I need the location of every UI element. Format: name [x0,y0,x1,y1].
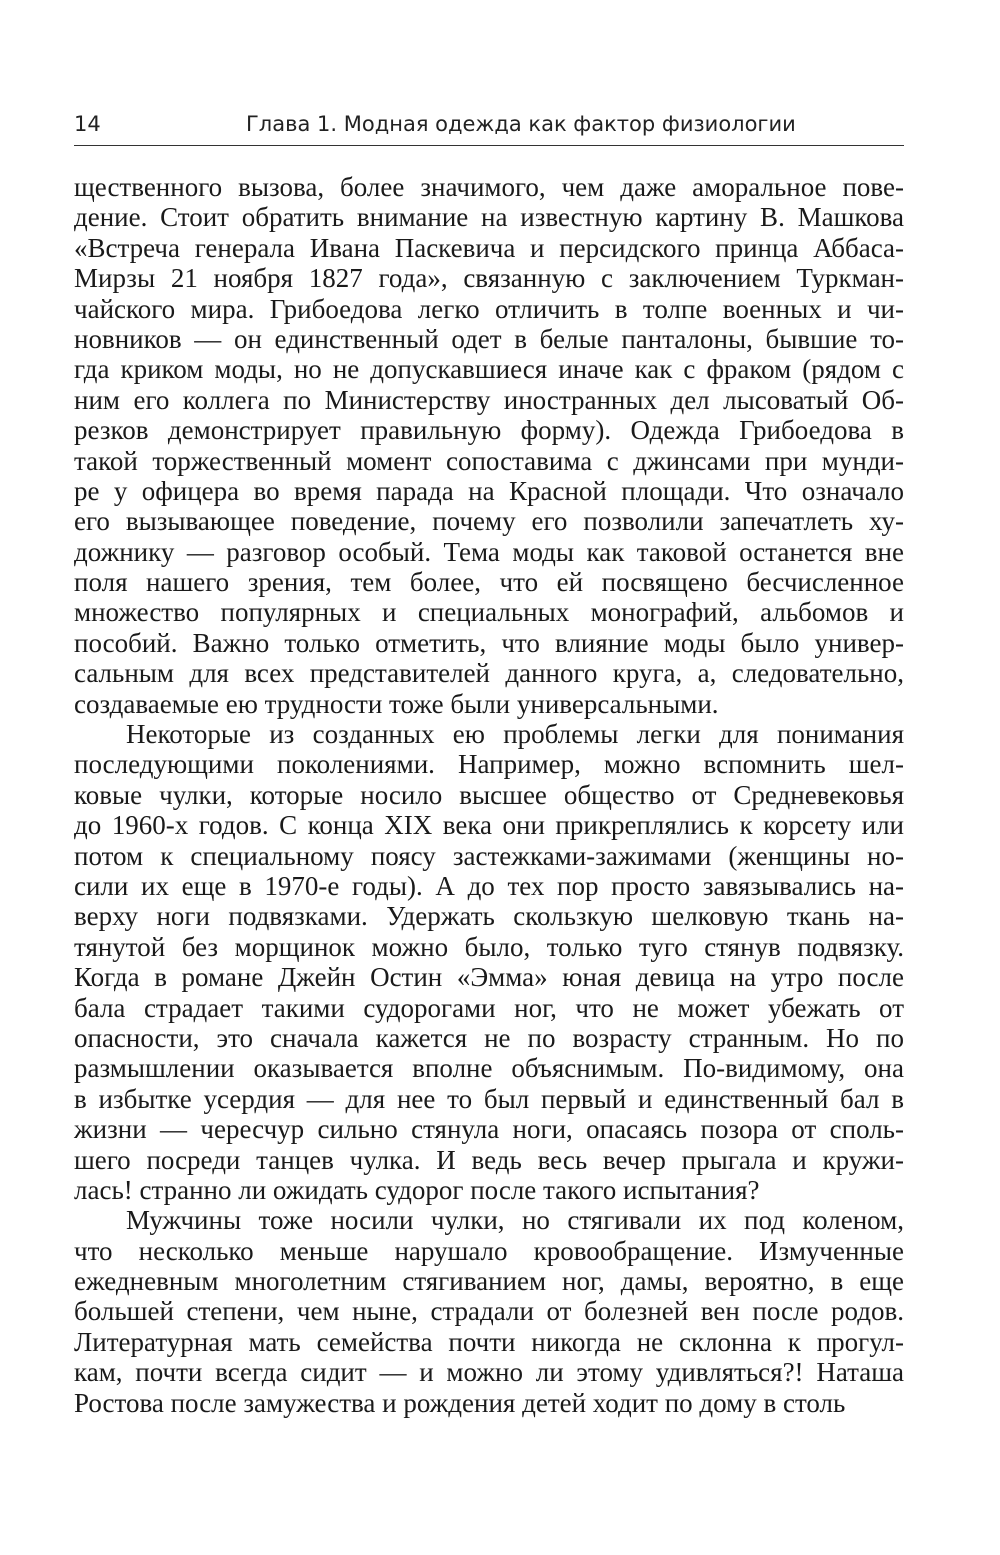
text-line: лась! странно ли ожидать судорог после такого испытания? [74,1174,760,1205]
text-line: большей степени, чем ныне, страдали от болезней вен после родов. [74,1296,904,1327]
text-line: Ростова после замужества и рождения детей ходит по дому в столь [74,1387,846,1418]
text-line: в избытке усердия — для нее то был первый и единственный бал в [74,1083,904,1114]
paragraph [74,172,904,719]
text-line: Мужчины тоже носили чулки, но стягивали их под коленом, [126,1205,904,1236]
text-line: дожнику — разговор особый. Тема моды как таковой останется вне [74,536,904,567]
text-line: размышлении оказывается вполне объяснимым. По-видимому, она [74,1053,904,1084]
chapter-running-title: Глава 1. Модная одежда как фактор физиологии [246,112,796,136]
text-line: ним его коллега по Министерству иностранных дел лысоватый Об- [74,384,904,415]
text-line: потом к специальному поясу застежками-зажимами (женщины но- [74,840,904,871]
text-line: шего посреди танцев чулка. И ведь весь вечер прыгала и кружи- [74,1144,904,1175]
header-rule [74,145,904,146]
text-line: ежедневным многолетним стягиванием ног, дамы, вероятно, в еще [74,1266,904,1297]
paragraph [74,719,904,1205]
text-line: Литературная мать семейства почти никогда не склонна к прогул- [74,1326,904,1357]
text-line: чайского мира. Грибоедова легко отличить в толпе военных и чи- [74,293,904,324]
text-line: тянутой без морщинок можно было, только туго стянув подвязку. [74,931,904,962]
text-line: сили их еще в 1970-е годы). А до тех пор просто завязывались на- [74,870,904,901]
text-line: верху ноги подвязками. Удержать скользкую шелковую ткань на- [74,901,904,932]
running-header [74,106,904,140]
text-line: Когда в романе Джейн Остин «Эмма» юная девица на утро после [74,962,904,993]
text-line: Некоторые из созданных ею проблемы легки для понимания [126,719,904,750]
text-line: поля нашего зрения, тем более, что ей посвящено бесчисленное [74,567,904,598]
text-line: последующими поколениями. Например, можно вспомнить шел- [74,749,904,780]
body-text [74,172,904,1418]
text-line: ковые чулки, которые носило высшее общество от Средневековья [74,779,904,810]
page-number: 14 [74,112,101,136]
text-line: новников — он единственный одет в белые панталоны, бывшие то- [74,323,904,354]
text-line: гда криком моды, но не допускавшиеся иначе как с фраком (рядом с [74,354,904,385]
text-line: кам, почти всегда сидит — и можно ли этому удивляться?! Наташа [74,1357,904,1388]
text-line: опасности, это сначала кажется не по возрасту странным. Но по [74,1022,904,1053]
text-line: сальным для всех представителей данного круга, а, следовательно, [74,658,904,689]
text-line: жизни — чересчур сильно стянула ноги, опасаясь позора от споль- [74,1114,904,1145]
text-line: ре у офицера во время парада на Красной площади. Что означало [74,475,904,506]
text-line: такой торжественный момент сопоставима с джинсами при мунди- [74,445,904,476]
text-line: до 1960-х годов. С конца XIX века они прикреплялись к корсету или [74,810,904,841]
text-line: резков демонстрирует правильную форму). Одежда Грибоедова в [74,415,904,446]
text-line: пособий. Важно только отметить, что влияние моды было универ- [74,627,904,658]
text-line: создаваемые ею трудности тоже были универсальными. [74,688,719,719]
text-line: бала страдает такими судорогами ног, что не может убежать от [74,992,904,1023]
text-line: его вызывающее поведение, почему его позволили запечатлеть ху- [74,506,904,537]
paragraph [74,1205,904,1418]
text-line: множество популярных и специальных монографий, альбомов и [74,597,904,628]
text-line: «Встреча генерала Ивана Паскевича и персидского принца Аббаса- [74,232,904,263]
text-line: что несколько меньше нарушало кровообращение. Измученные [74,1235,904,1266]
text-line: щественного вызова, более значимого, чем даже аморальное пове- [74,172,904,202]
text-line: дение. Стоит обратить внимание на известную картину В. Машкова [74,202,904,233]
text-line: Мирзы 21 ноября 1827 года», связанную с заключением Туркман- [74,263,904,294]
